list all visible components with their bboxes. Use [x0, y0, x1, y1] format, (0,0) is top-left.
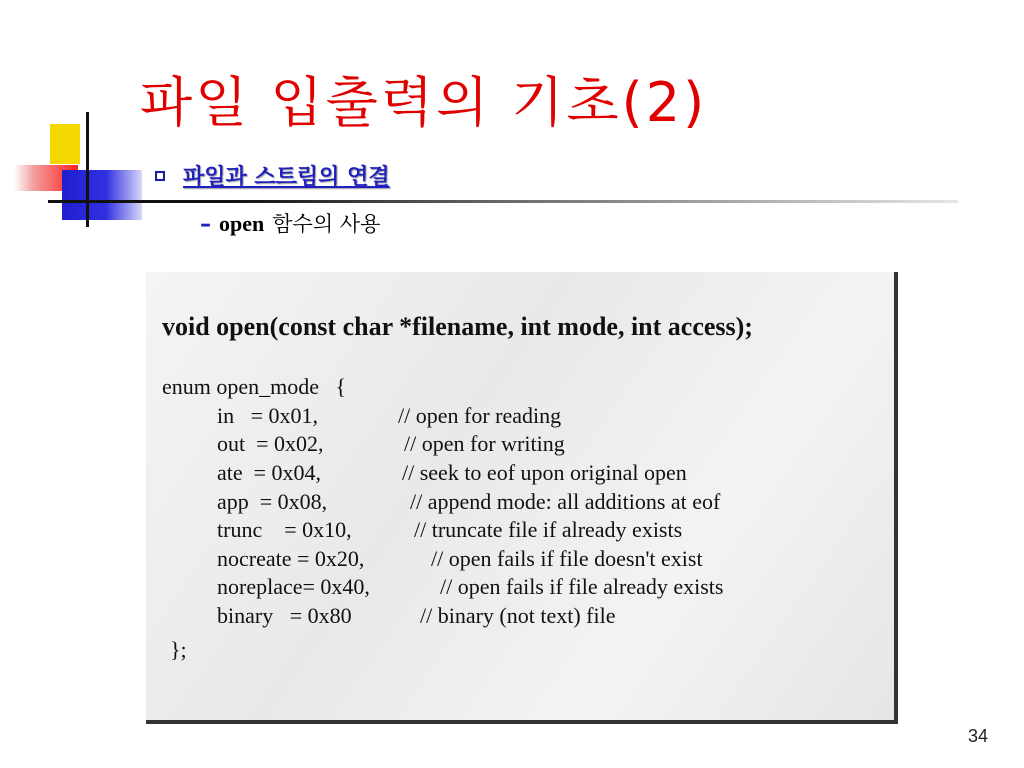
enum-member-comment: // open for reading [398, 403, 562, 428]
bullet-item [155, 160, 390, 191]
page-number: 34 [968, 726, 989, 746]
enum-member-comment: // open fails if file already exists [440, 574, 724, 599]
enum-close: }; [170, 637, 187, 662]
enum-member-name: binary = 0x80 [217, 603, 352, 628]
enum-member-comment: // append mode: all additions at eof [410, 489, 721, 514]
enum-member-comment: // open fails if file doesn't exist [431, 546, 703, 571]
enum-header: enum open_mode { [162, 374, 347, 399]
sub-bullet-text: 함수의 사용 [272, 212, 381, 236]
enum-member-name: app = 0x08, [217, 489, 328, 514]
enum-member-name: trunc = 0x10, [217, 517, 352, 542]
function-signature: void open(const char *filename, int mode, int access); [162, 312, 753, 341]
enum-member-comment: // seek to eof upon original open [402, 460, 687, 485]
title-divider-line [48, 200, 958, 203]
decorative-vertical-line [86, 112, 89, 227]
slide-title: 파일 입출력의 기초(2) [140, 71, 708, 134]
enum-member-comment: // binary (not text) file [420, 603, 616, 628]
code-box [146, 272, 898, 724]
enum-member-name: nocreate = 0x20, [217, 546, 365, 571]
decorative-yellow-block [50, 124, 80, 164]
bullet-text: 파일과 스트림의 연결 [183, 165, 390, 190]
enum-member-name: noreplace= 0x40, [217, 574, 370, 599]
square-bullet-icon [155, 171, 165, 181]
sub-bullet-keyword: open [219, 211, 265, 236]
enum-member-comment: // truncate file if already exists [414, 517, 683, 542]
dash-bullet-icon: – [200, 212, 211, 237]
enum-member-name: out = 0x02, [217, 431, 324, 456]
decorative-blue-block [62, 170, 142, 220]
sub-bullet-item [200, 208, 380, 238]
enum-member-name: in = 0x01, [217, 403, 319, 428]
enum-member-comment: // open for writing [404, 431, 565, 456]
enum-member-name: ate = 0x04, [217, 460, 322, 485]
